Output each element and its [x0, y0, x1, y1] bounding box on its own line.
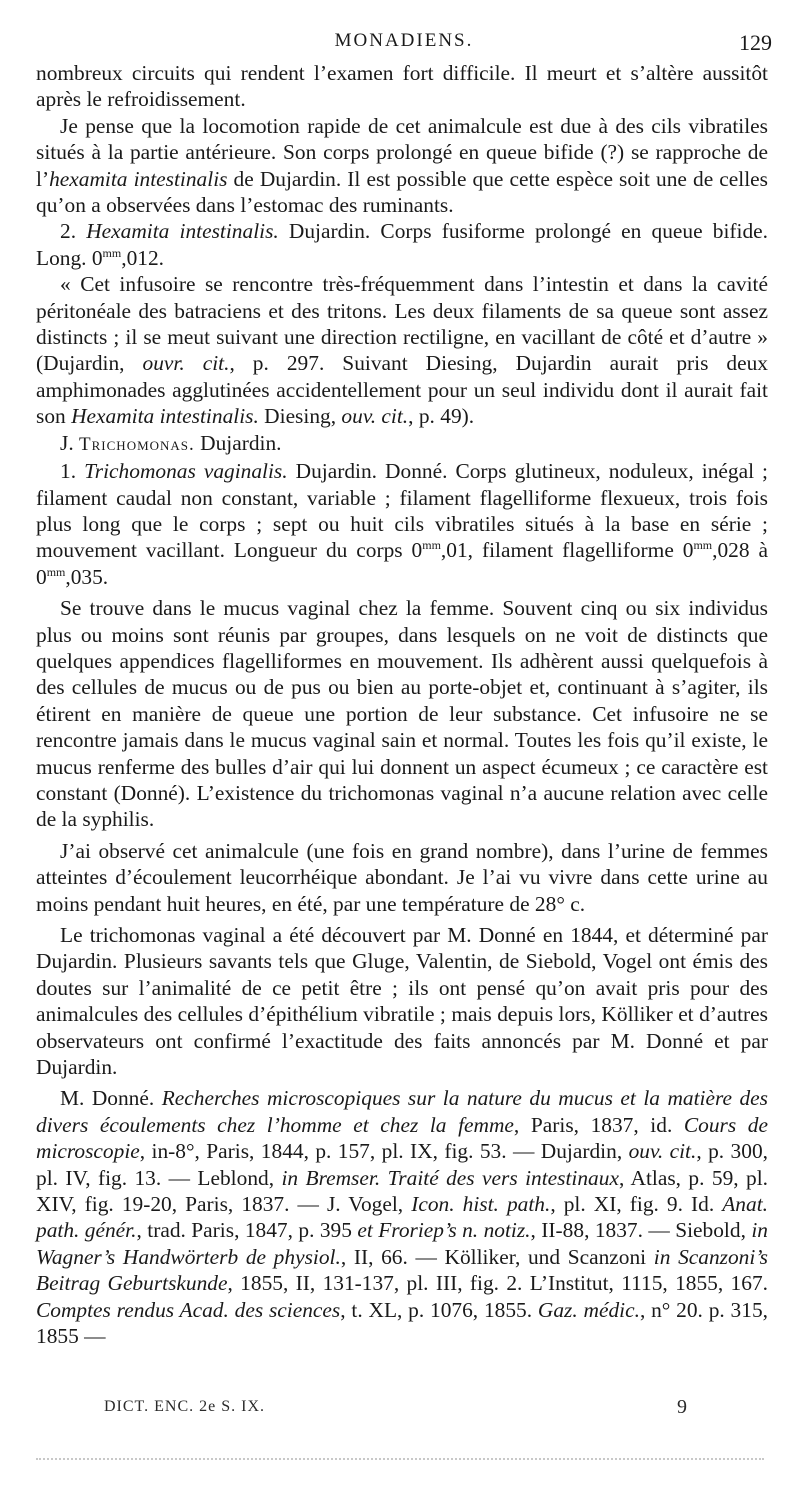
paragraph: Je pense que la locomotion rapide de cet animalcule est due à des cils vibratiles situés à la partie antérieure. Son corps prolongé en queue bifide (?) se rapproche de l’hexamita intestinalis de Dujardin. Il est possible que cette espèce soit une de celles qu’on a observées dans l’estomac des ruminants. [36, 113, 768, 218]
paragraph: Le trichomonas vaginal a été découvert par M. Donné en 1844, et déterminé par Dujardin. Plusieurs savants tels que Gluge, Valentin, de Siebold, Vogel ont émis des doutes sur l’animalité de ce petit être ; ils ont pensé qu’on avait pris pour des animalcules des cellules d’épithélium vibratile ; mais depuis lors, Kölliker et d’autres observateurs ont confirmé l’exactitude des faits annoncés par M. Donné et par Dujardin. [36, 923, 768, 1080]
species-entry: 1. Trichomonas vaginalis. Dujardin. Donné. Corps glutineux, noduleux, inégal ; filament caudal non constant, variable ; filament flagelliforme flexueux, trois fois plus long que le corps ; sept ou huit cils vibratiles situés à la base en série ; mouvement vacillant. Longueur du corps $0^{mm},01$, filament flagelliforme $0^{mm},028$ à $0^{mm},035$. [36, 459, 768, 589]
running-title: MONADIENS. [334, 30, 474, 51]
page-number: 129 [739, 30, 772, 55]
bottom-dotted-rule [36, 1458, 764, 1460]
species-entry: 2. Hexamita intestinalis. Dujardin. Corps fusiforme prolongé en queue bifide. Long. $0^{mm},012$. [36, 219, 768, 270]
text-body [36, 60, 768, 1350]
paragraph: Se trouve dans le mucus vaginal chez la femme. Souvent cinq ou six individus plus ou moins sont réunis par groupes, dans lesquels on ne voit de distincts que quelques appendices flagelliformes en mouvement. Ils adhèrent aussi quelquefois à des cellules de mucus ou de pus ou bien au porte-objet et, continuant à s’agiter, ils étirent en manière de queue une portion de leur substance. Cet infusoire ne se rencontre jamais dans le mucus vaginal sain et normal. Toutes les fois qu’il existe, le mucus renferme des bulles d’air qui lui donnent un aspect écumeux ; ce caractère est constant (Donné). L’existence du trichomonas vaginal n’a aucune relation avec celle de la syphilis. [36, 596, 768, 832]
paragraph: J’ai observé cet animalcule (une fois en grand nombre), dans l’urine de femmes atteintes d’écoulement leucorrhéique abondant. Je l’ai vu vivre dans cette urine au moins pendant huit heures, en été, par une température de 28° c. [36, 838, 768, 916]
signature-mark: DICT. ENC. 2e S. IX. [104, 1398, 266, 1415]
paragraph: « Cet infusoire se rencontre très-fréquemment dans l’intestin et dans la cavité péritonéale des batraciens et des tritons. Les deux filaments de sa queue sont assez distincts ; il se meut suivant une direction rectiligne, en vacillant de côté et d’autre » (Dujardin, ouvr. cit., p. 297. Suivant Diesing, Dujardin aurait pris deux amphimonades agglutinées accidentellement pour un seul individu dont il aurait fait son Hexamita intestinalis. Diesing, ouv. cit., p. 49). [36, 272, 768, 429]
sheet-number: 9 [677, 1396, 688, 1418]
paragraph: nombreux circuits qui rendent l’examen fort difficile. Il meurt et s’altère aussitôt après le refroidissement. [36, 61, 768, 112]
bibliography: M. Donné. Recherches microscopiques sur la nature du mucus et la matière des divers écoulements chez l’homme et chez la femme, Paris, 1837, id. Cours de microscopie, in-8°, Paris, 1844, p. 157, pl. IX, fig. 53. — Dujardin, ouv. cit., p. 300, pl. IV, fig. 13. — Leblond, in Bremser. Traité des vers intestinaux, Atlas, p. 59, pl. XIV, fig. 19-20, Paris, 1837. — J. Vogel, Icon. hist. path., pl. XI, fig. 9. Id. Anat. path. génér., trad. Paris, 1847, p. 395 et Froriep’s n. notiz., II-88, 1837. — Siebold, in Wagner’s Handwörterb de physiol., II, 66. — Kölliker, und Scanzoni in Scanzoni’s Beitrag Geburtskunde, 1855, II, 131-137, pl. III, fig. 2. L’Institut, 1115, 1855, 167. Comptes rendus Acad. des sciences, t. XL, p. 1076, 1855. Gaz. médic., n° 20. p. 315, 1855 — [36, 1086, 769, 1349]
genus-heading: J. Trichomonas. Dujardin. [60, 430, 282, 455]
running-header [36, 30, 772, 58]
page-footer [104, 1398, 688, 1424]
